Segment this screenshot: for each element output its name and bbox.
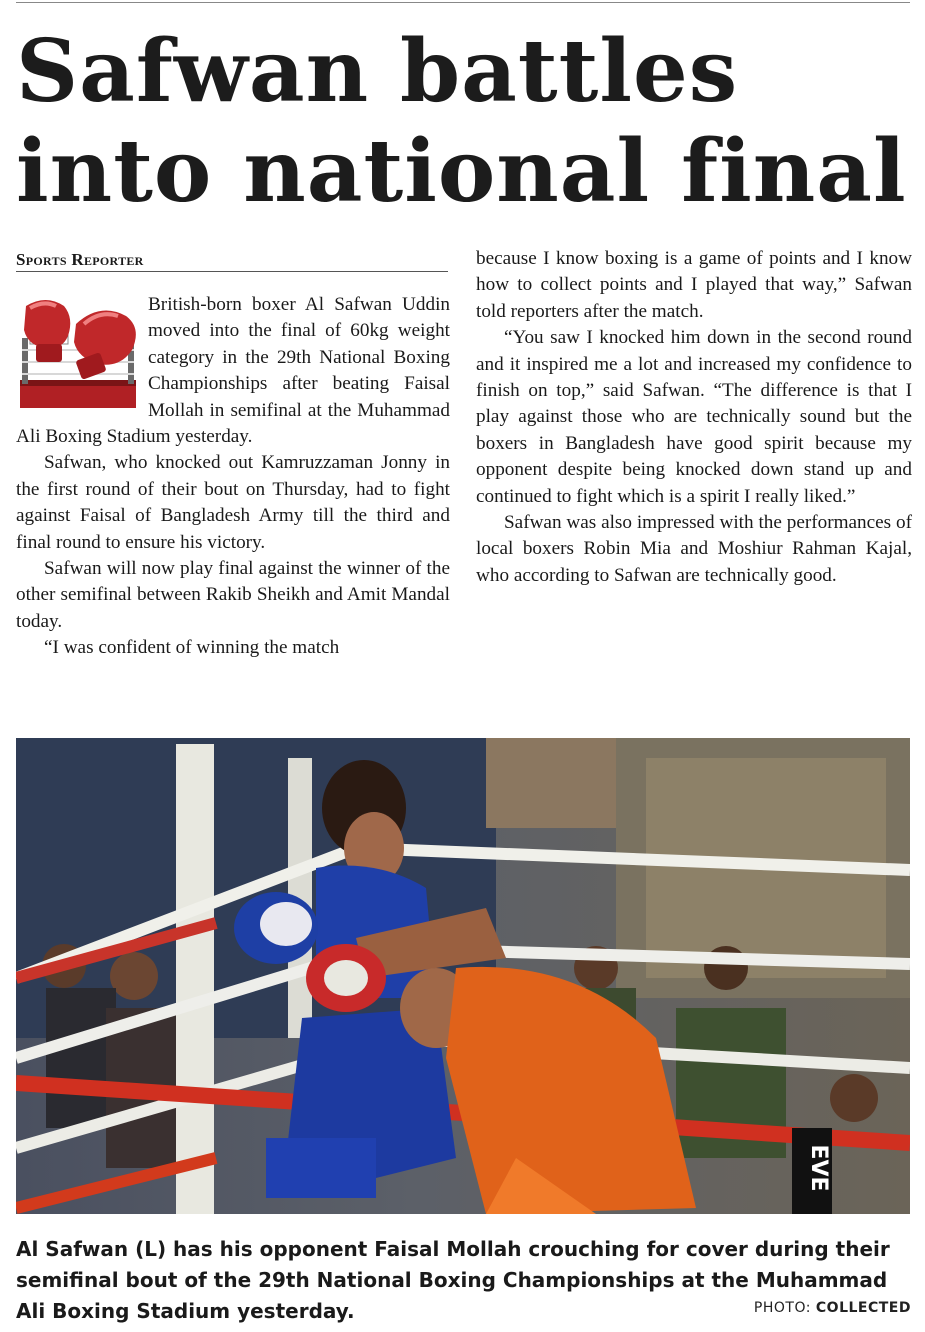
photo-credit (754, 1300, 911, 1316)
paragraph: because I know boxing is a game of points and I know how to collect points and I played that way,” Safwan told reporters after the match. (476, 248, 912, 322)
byline: Sports Reporter (16, 249, 448, 272)
article-headline: Safwan battles into national final (16, 21, 907, 222)
paragraph: Safwan, who knocked out Kamruzzaman Jonny in the first round of their bout on Thursday, had to fight against Faisal of Bangladesh Army till the third and final round to ensure his victory. (16, 452, 450, 553)
paragraph: Safwan will now play final against the winner of the other semifinal between Rakib Sheikh and Amit Mandal today. (16, 558, 450, 632)
paragraph: British-born boxer Al Safwan Uddin moved into the final of 60kg weight category in the 29th National Boxing Championships after beating Faisal Mollah in semifinal at the Muhammad Ali Boxing Stadium yesterday. (16, 294, 450, 448)
boxing-gloves-icon (16, 294, 140, 410)
paragraph: Safwan was also impressed with the performances of local boxers Robin Mia and Moshiur Rahman Kajal, who according to Safwan are technically good. (476, 512, 912, 586)
top-rule (16, 2, 910, 3)
article-column-2 (476, 246, 912, 589)
photo-credit-label: PHOTO: (753, 1300, 811, 1316)
ring-sign-text: EVE (806, 1144, 831, 1192)
article-column-1 (16, 292, 450, 662)
photo-caption: Al Safwan (L) has his opponent Faisal Mollah crouching for cover during their semifinal bout of the 29th National Boxing Championships at the Muhammad Ali Boxing Stadium yesterday. (16, 1237, 890, 1323)
photo-credit-value: COLLECTED (815, 1300, 911, 1316)
paragraph: “I was confident of winning the match (44, 637, 340, 659)
paragraph: “You saw I knocked him down in the second round and it inspired me a lot and increased my confidence to finish on top,” said Safwan. “The difference is that I play against those who are technically sound but the boxers in Bangladesh have good spirit because my opponent despite being knocked down stand up and continued to fight which is a spirit I really liked.” (476, 327, 912, 507)
boxing-match-photo (16, 738, 910, 1214)
